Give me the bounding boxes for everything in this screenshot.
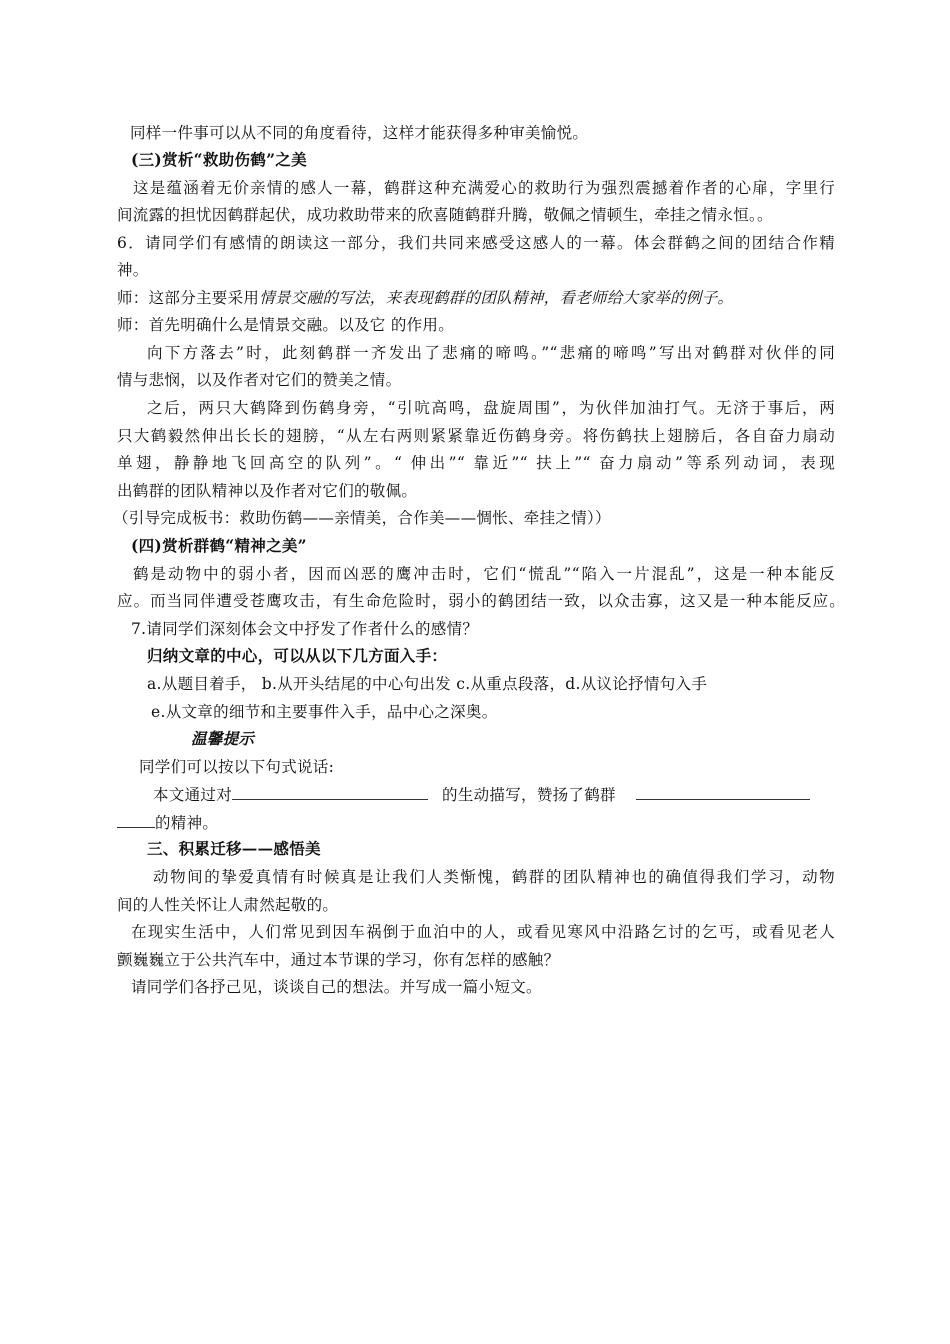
fill-text-a: 本文通过对 — [153, 786, 233, 804]
option-line-1: a.从题目着手， b.从开头结尾的中心句出发 c.从重点段落，d.从议论抒情句入手 — [147, 675, 708, 693]
paragraph-line: 单翅，静静地飞回高空的队列”。“ 伸出”“ 靠近”“ 扶上”“ 奋力扇动”等系列动词，表现 — [117, 454, 835, 472]
fill-text-b: 的生动描写，赞扬了鹤群 — [442, 786, 616, 804]
teacher-line-1 — [117, 287, 733, 309]
paragraph-line: 颤巍巍立于公共汽车中，通过本节课的学习，你有怎样的感触？ — [117, 951, 560, 969]
warm-tip-heading: 温馨提示 — [191, 729, 255, 748]
teacher-line-2: 师：首先明确什么是情景交融。以及它 的作用。 — [117, 316, 455, 334]
teacher-line-1-prefix: 师：这部分主要采用 — [117, 289, 260, 307]
question-6: 6．请同学们有感情的朗读这一部分，我们共同来感受这感人的一幕。体会群鹤之间的团结合作精 — [117, 234, 835, 252]
summary-heading: 归纳文章的中心，可以从以下几方面入手： — [147, 646, 448, 665]
section-heading-3: (三)赏析“救助伤鹤”之美 — [131, 150, 307, 169]
paragraph-line: 之后，两只大鹤降到伤鹤身旁，“引吭高鸣，盘旋周围”，为伙伴加油打气。无济于事后，两 — [147, 399, 835, 417]
paragraph-line: 应。而当同伴遭受苍鹰攻击，有生命危险时，弱小的鹤团结一致，以众击寡，这又是一种本能反应。 — [117, 592, 845, 610]
option-line-2: e.从文章的细节和主要事件入手，品中心之深奥。 — [151, 703, 498, 721]
paragraph-line: 间的人性关怀让人肃然起敬的。 — [117, 896, 339, 914]
answer-blank-3[interactable] — [117, 811, 155, 828]
paragraph-line: 只大鹤毅然伸出长长的翅膀，“从左右两则紧紧靠近伤鹤身旁。将伤鹤扶上翅膀后，各自奋力扇动 — [117, 427, 835, 445]
answer-blank-1[interactable] — [232, 783, 428, 800]
answer-blank-2[interactable] — [636, 783, 810, 800]
section-heading-three: 三、积累迁移——感悟美 — [147, 839, 321, 858]
section-heading-4: (四)赏析群鹤“精神之美” — [131, 536, 307, 555]
question-7: 7.请同学们深刻体会文中抒发了作者什么的感情？ — [131, 620, 479, 638]
paragraph-line: 出鹤群的团队精神以及作者对它们的敬佩。 — [117, 482, 418, 500]
fill-text-c: 的精神。 — [155, 814, 219, 832]
paragraph-line: 鹤是动物中的弱小者，因而凶恶的鹰冲击时，它们“慌乱”“陷入一片混乱”，这是一种本能反 — [133, 565, 835, 583]
paragraph-line: 动物间的挚爱真情有时候真是让我们人类惭愧，鹤群的团队精神也的确值得我们学习，动物 — [153, 868, 835, 886]
paragraph-line: 请同学们各抒己见，谈谈自己的想法。并写成一篇小短文。 — [131, 978, 542, 996]
paragraph-line: 向下方落去”时，此刻鹤群一齐发出了悲痛的啼鸣。”“悲痛的啼鸣”写出对鹤群对伙伴的同 — [147, 344, 835, 362]
board-note: （引导完成板书：救助伤鹤——亲情美，合作美——惆怅、牵挂之情）） — [113, 509, 611, 527]
question-6-cont: 神。 — [117, 261, 149, 279]
fill-in-sentence — [153, 783, 810, 806]
fill-in-sentence-cont — [117, 811, 218, 834]
prompt-line: 同学们可以按以下句式说话: — [139, 758, 335, 776]
paragraph-line: 在现实生活中，人们常见到因车祸倒于血泊中的人，或看见寒风中沿路乞讨的乞丐，或看见老人 — [131, 923, 835, 941]
paragraph-line: 同样一件事可以从不同的角度看待，这样才能获得多种审美愉悦。 — [130, 124, 589, 142]
paragraph-line: 这是蕴涵着无价亲情的感人一幕，鹤群这种充满爱心的救助行为强烈震撼着作者的心扉，字里行 — [133, 179, 835, 197]
paragraph-line: 间流露的担忧因鹤群起伏，成功救助带来的欣喜随鹤群升腾，敬佩之情顿生，牵挂之情永恒。。 — [117, 206, 773, 224]
teacher-line-1-italic: 情景交融的写法，来表现鹤群的团队精神，看老师给大家举的例子。 — [259, 289, 734, 307]
paragraph-line: 情与悲悯，以及作者对它们的赞美之情。 — [117, 371, 402, 389]
